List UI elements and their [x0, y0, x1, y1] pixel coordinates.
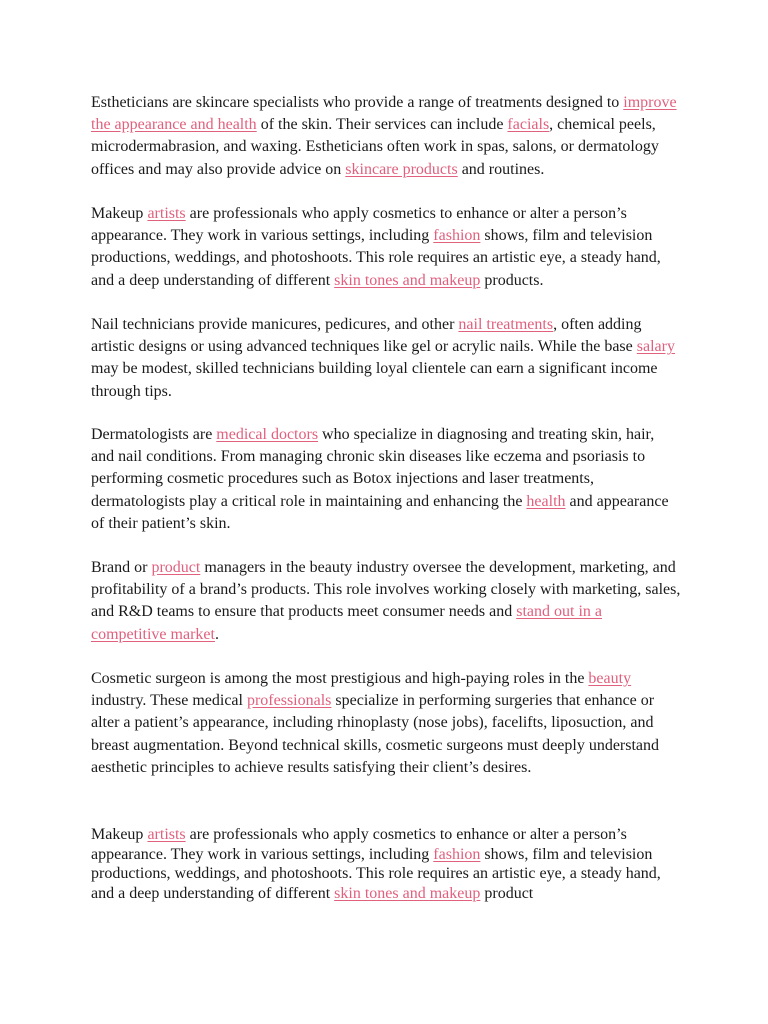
paragraph-estheticians — [91, 92, 681, 181]
text-segment: may be modest, skilled technicians building loyal clientele can earn a significant income through tips. — [91, 360, 658, 400]
inline-link[interactable]: fashion — [433, 845, 481, 863]
text-segment: of the skin. Their services can include — [256, 116, 508, 134]
inline-link[interactable]: salary — [636, 338, 675, 356]
inline-link[interactable]: skin tones and makeup — [334, 271, 481, 289]
inline-link[interactable]: fashion — [433, 227, 481, 245]
paragraph-cosmetic-surgeon — [91, 668, 681, 779]
paragraph-nail-technicians — [91, 314, 681, 403]
text-segment: , often adding artistic designs or using advanced techniques like gel or acrylic nails. While the base — [91, 316, 642, 356]
text-segment: and appearance of their patient’s skin. — [91, 492, 669, 532]
paragraph-makeup-artists-repeat — [91, 825, 681, 903]
inline-link[interactable]: product — [151, 559, 201, 576]
inline-link[interactable]: health — [526, 492, 566, 510]
inline-link[interactable]: stand out in a competitive market — [91, 603, 602, 643]
inline-link[interactable]: skin tones and makeup — [334, 884, 481, 902]
text-segment: specialize in performing surgeries that enhance or alter a patient’s appearance, including rhinoplasty (nose jobs), facelifts, liposuction, and breast augmentation. Beyond technical skills, cosmetic surgeons must deeply understand aesthetic principles to achieve results satisfying their client’s desires. — [91, 692, 660, 776]
inline-link[interactable]: beauty — [588, 670, 632, 687]
paragraph-product-managers — [91, 557, 681, 646]
text-segment: Makeup — [91, 826, 148, 843]
text-segment: Dermatologists are — [91, 426, 217, 443]
paragraph-makeup-artists — [91, 203, 681, 292]
inline-link[interactable]: medical doctors — [216, 426, 319, 443]
inline-link[interactable]: improve the appearance and health — [91, 94, 677, 134]
text-segment: Nail technicians provide manicures, pedicures, and other — [91, 316, 459, 333]
text-segment: . — [214, 625, 219, 643]
text-segment: Brand or — [91, 559, 152, 576]
text-segment: Estheticians are skincare specialists who provide a range of treatments designed to — [91, 94, 624, 111]
text-segment: are professionals who apply cosmetics to enhance or alter a person’s appearance. They work in various settings, including — [91, 205, 627, 245]
text-segment: shows, film and television productions, weddings, and photoshoots. This role requires an artistic eye, a steady hand, and a deep understanding of different — [91, 227, 661, 289]
inline-link[interactable]: skincare products — [345, 160, 458, 178]
inline-link[interactable]: artists — [147, 205, 186, 222]
inline-link[interactable]: facials — [507, 116, 550, 134]
text-segment: managers in the beauty industry oversee the development, marketing, and profitability of a brand’s products. This role involves working closely with marketing, sales, and R&D teams to ensure that products meet consumer needs and — [91, 559, 681, 621]
text-segment: Makeup — [91, 205, 148, 222]
text-segment: and routines. — [457, 160, 545, 178]
inline-link[interactable]: artists — [147, 826, 186, 843]
paragraph-dermatologists — [91, 424, 681, 535]
text-segment: Cosmetic surgeon is among the most prestigious and high-paying roles in the — [91, 670, 589, 687]
text-segment: industry. These medical — [91, 692, 247, 710]
inline-link[interactable]: professionals — [246, 692, 332, 710]
text-segment: , chemical peels, microdermabrasion, and waxing. Estheticians often work in spas, salons, or dermatology offices and may also provide advice on — [91, 116, 659, 178]
text-segment: products. — [480, 271, 544, 289]
text-segment: shows, film and television productions, weddings, and photoshoots. This role requires an artistic eye, a steady hand, and a deep understanding of different — [91, 845, 661, 902]
text-segment: who specialize in diagnosing and treating skin, hair, and nail conditions. From managing chronic skin diseases like eczema and psoriasis to performing cosmetic procedures such as Botox injections and laser treatments, dermatologists play a critical role in maintaining and enhancing the — [91, 426, 655, 510]
inline-link[interactable]: nail treatments — [458, 316, 554, 333]
text-segment: product — [480, 884, 534, 902]
text-segment: are professionals who apply cosmetics to enhance or alter a person’s appearance. They work in various settings, including — [91, 826, 627, 863]
